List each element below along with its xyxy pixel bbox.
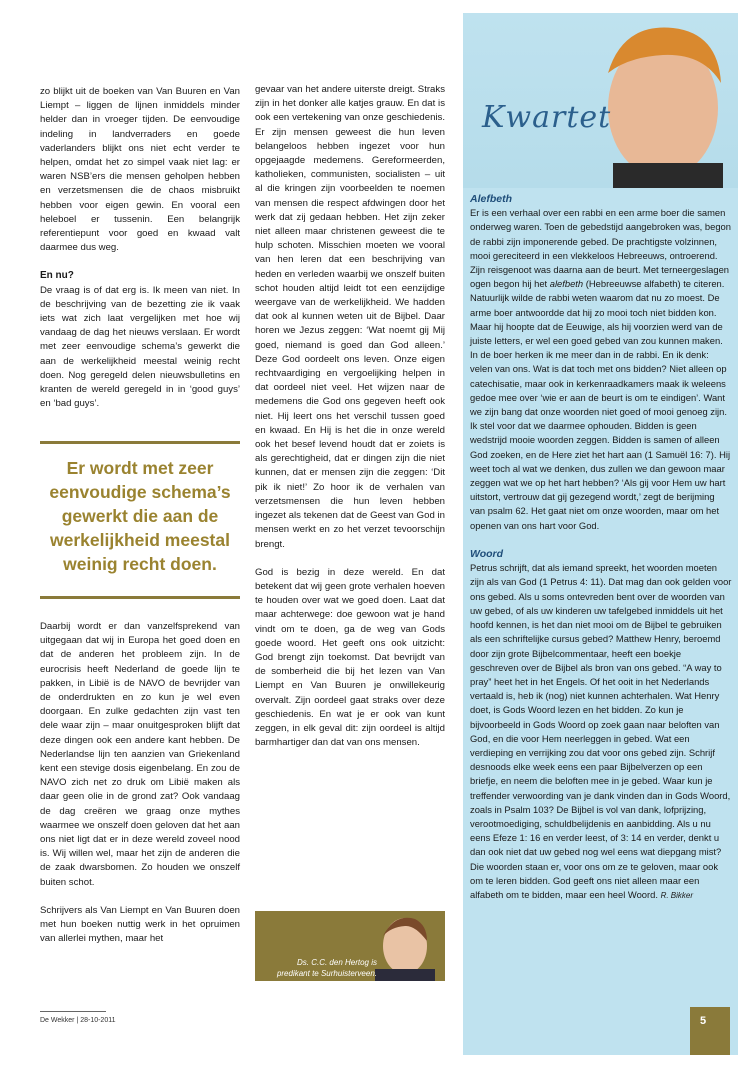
signature: R. Bikker [660, 890, 694, 900]
sidebar-heading: Alefbeth [470, 193, 512, 205]
article-column-1-continued [40, 620, 240, 960]
paragraph: zo blijkt uit de boeken van Van Buuren en Van Liempt – liggen de lijnen inmiddels minder helder dan in vroeger tijden. De eenvoudige indeling in landverraders en goede vaderlanders blijkt ons niet echt verder te helpen, omdat het zo simpel vaak niet lag: er waren NSB’ers die mensen geholpen hebben en verzetsmensen die de chaos misbruikt hebben voor eigen gewin. En vooral een heleboel er tussenin. Een belangrijk referentiepunt voor goed en kwaad valt daarmee dus weg. [40, 86, 240, 254]
section-heading: En nu? [40, 270, 74, 282]
paragraph: Daarbij wordt er dan vanzelfsprekend van uitgegaan dat wij in Europa het goed doen en dat de anderen het probleem zijn. In de eurocrisis heeft Nederland de goede lijn te pakken, in Libië is de NAVO de bevrijder van de onderdrukten en zo kun je wel even doorgaan. En zulke gedachten zijn vast ten dele waar zijn – maar onuitgesproken blijft dat deze dingen ook een andere kant hebben. De Nederlandse lijn ten aanzien van Griekenland kent een stevige dosis eigenbelang. En zou de NAVO zich net zo druk om Libië maken als daar geen olie in de grond zat? Ook vandaag de dag creëren we graag onze mythes waarmee we onszelf doen geloven dat het aan ons niet ligt dat er in deze wereld zoveel nood is. Wij willen wel, maar het zijn de anderen die de zaak dwarsbomen. Zo houden we onszelf buiten schot. [40, 621, 240, 888]
paragraph: God is bezig in deze wereld. En dat betekent dat wij geen grote verhalen hoeven te houden over wat we goed doen. Laat dat maar achterwege: doe gewoon wat je hand vindt om te doen, ga de weg van Gods goede woord. Het geeft ons ook uitzicht: God brengt zijn toekomst. Dat bevrijdt van de somberheid die bij het lezen van Van Liempt en Van Buuren je onwillekeurig overvalt. Zijn oordeel gaat straks over deze geschiedenis. En wat je er ook van kunt zeggen, in elk geval dit: zijn oordeel is altijd barmhartiger dan dat van ons mensen. [255, 566, 445, 749]
section-title: Kwartet [482, 100, 612, 135]
paragraph: In de boer herken ik me meer dan in de rabbi. En ik denk: velen van ons. Wat is dat toch met ons bidden? Niet alleen op catechisatie, maar ook in kerkenraadkamers maak ik weleens gedoe mee over ‘wie er aan de beurt is om te eindigen’. Want we zijn bang dat onze woorden niet goed of mooi genoeg zijn. Ik stel voor dat we daarmee ophouden. Bidden is geen wedstrijd mooie woorden zeggen. Bidden is samen of alleen God zoeken, en de Here ziet het hart aan (1 Samuël 16: 7). Hij weet toch al wat we denken, dus zullen we dan gewoon maar zeggen wat we op het hart hebben? ‘Als gij voor Hem uw hart uitstort, vertrouw dat gij gezegend wordt,’ zegt de berijming van psalm 62. Het gaat niet om onze woorden, maar om het openen van ons hart voor God. [470, 349, 731, 531]
sidebar-column [470, 192, 732, 903]
footer-divider [40, 1011, 106, 1012]
paragraph: Schrijvers als Van Liempt en Van Buuren doen met hun boeken nuttig werk in het opruimen van allerlei mythen, maar het [40, 904, 240, 945]
paragraph: Er is een verhaal over een rabbi en een arme boer die samen onderweg waren. Toen de gebedstijd aangebroken was, begon de rabbi zijn imponerende gebed. De prachtigste volzinnen, mooi gereciteerd in een vlekkeloos Hebreeuws, ontroerend. Zijn reisgenoot was daarna aan de beurt. Met terneergeslagen ogen begon hij het alefbeth (Hebreeuwse alfabeth) te citeren. Natuurlijk wilde de rabbi weten waarom dat nu zo moest. De arme boer antwoordde dat hij zo mooi toch niet bidden kon. Maar hij hoopte dat de Eeuwige, als hij voorzien werd van de juiste letters, er wel een goed gebed van zou kunnen maken. [470, 207, 731, 347]
sidebar-heading: Woord [470, 548, 504, 561]
pull-quote: Er wordt met zeer eenvoudige schema’s gewerkt die aan de werkelijkheid meestal weinig recht doen. [40, 441, 240, 599]
footer-publication: De Wekker | 28-10-2011 [40, 1017, 116, 1024]
author-caption: Ds. C.C. den Hertog is predikant te Surhuisterveen. [276, 958, 377, 978]
page-number-box [690, 1007, 730, 1055]
paragraph: Petrus schrijft, dat als iemand spreekt, het woorden moeten zijn als van God (1 Petrus 4: 11). Dat mag dan ook gelden voor ons gebed. Als u soms ontevreden bent over de woorden van uw gebed, of als uw kinderen uw tafelgebed inmiddels uit het hoofd kennen, is het dan niet mooi om de Bijbel te gebruiken als een schriftelijke cursus gebed? Matthew Henry, beroemd door zijn grote Bijbelcommentaar, heeft een boekje geschreven over de Bijbel als bron van ons gebed. “A way to pray” heet het in het Engels. Of het ooit in het Nederlands vertaald is, heb ik (nog) niet kunnen achterhalen. Wat Henry doet, is Gods Woord lezen en het bidden. Zo kun je bijvoorbeeld in Gods Woord op zoek gaan naar beloften van God, en die voor Hem neerleggen in gebed. Wat een verdieping en verrijking zou dat voor ons gebed zijn. Schrijf desnoods elke week eens een paar Bijbelverzen op een briefje, en neem die beloften mee in je gebed. Waar kun je treffender verwoording van je dank vinden dan in Gods Woord, zoals in Psalm 103? De Bijbel is vol van dank, lofprijzing, verootmoediging, schuldbelijdenis en aanbidding. Als u nu eens Efeze 1: 16 en verder leest, of 3: 14 en verder, denkt u dan ook niet dat uw gebed nog wel eens wat diepgang mist? Die woorden staan er, voor ons om ze te geloven, maar ook om te leren bidden. God geeft ons niet alleen maar een alfabeth om te bidden, maar een heel Woord. R. Bikker [470, 562, 732, 900]
article-column-2 [255, 83, 445, 764]
article-column-1 [40, 85, 240, 425]
paragraph: gevaar van het andere uiterste dreigt. Straks zijn in het donker alle katjes grauw. En dat is ook een vertekening van onze geschiedenis. Er zijn mensen geweest die hun leven belangeloos hebben ingezet voor hun opgejaagde medemens. Gereformeerden, katholieken, communisten, socialisten – uit al die kringen zijn voorbeelden te noemen van mensen die respect afdwingen door het werk dat zij gedaan hebben. Het zijn zeker niet alleen maar christenen geweest die te hulp schoten. Misschien moeten we vooral van hen leren dat een beschrijving van heden en verleden waarbij we onszelf buiten schot houden altijd leidt tot een eenzijdige weergave van de werkelijkheid. We hadden dat ook al kunnen weten uit de Bijbel. Daar horen we Jezus zeggen: ‘Wat noemt gij Mij goed, niemand is goed dan God alleen.’ Deze God oordeelt ons leven. Onze eigen rechtvaardiging en vergoelijking helpen in dat oordeel niet veel. Het wijzen naar de medemens die God ons gegeven heeft ook niet. Hij leert ons het verschil tussen goed en kwaad. En Hij is het die in onze wereld ook het besef levend houdt dat er zoiets is als gerechtigheid, dat er dingen zijn die niet kunnen, dat er mensen zijn die zeggen: ‘Dit pik ik niet!’ Zo hoor ik de verhalen van verzetsmensen die hun leven hebben ingezet als tekenen dat de Geest van God in mensen werkt en zo het verzet tevoorschijn brengt. [255, 84, 445, 550]
page-number: 5 [700, 1015, 707, 1027]
paragraph: De vraag is of dat erg is. Ik meen van niet. In de beschrijving van de bezetting zie ik vaak iets wat zich laat vergelijken met hoe wij vandaag de dag het nieuws verslaan. Er wordt met zeer eenvoudige schema’s gewerkt die aan de werkelijkheid meestal weinig recht doen. Nog geregeld delen nieuwsbulletins en kranten de wereld geregeld in in ‘good guys’ en ‘bad guys’. [40, 284, 240, 410]
